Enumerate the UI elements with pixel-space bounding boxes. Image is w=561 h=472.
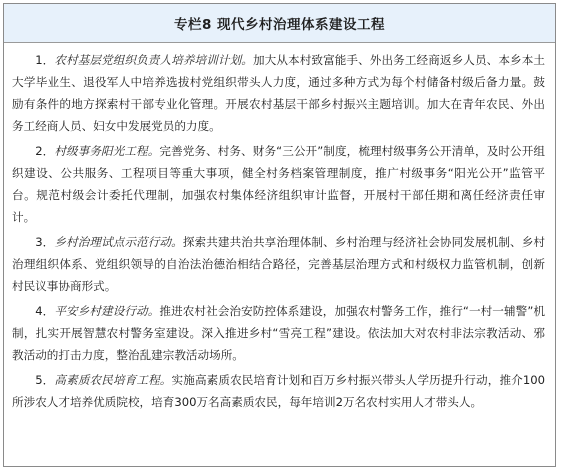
item-text: 探索共建共治共享治理体制、乡村治理与经济社会协同发展机制、乡村治理组织体系、党组织领导的自治法治德治相结合路径，完善基层治理方式和村级权力监管机制，创新村民议事协商形式。 bbox=[12, 235, 545, 293]
item-number: 1． bbox=[35, 53, 55, 67]
item-number: 2． bbox=[35, 144, 55, 158]
item-lead: 平安乡村建设行动。 bbox=[54, 304, 160, 318]
box-header bbox=[4, 4, 555, 43]
item-lead: 乡村治理试点示范行动。 bbox=[54, 235, 183, 249]
item-number: 3． bbox=[35, 235, 55, 249]
item-number: 4． bbox=[35, 304, 55, 318]
item-paragraph bbox=[12, 300, 545, 366]
item-text: 加大从本村致富能手、外出务工经商返乡人员、本乡本土大学毕业生、退役军人中培养选拔村党组织带头人力度，通过多种方式为每个村储备村级后备力量。鼓励有条件的地方探索村干部专业化管理。开展农村基层干部乡村振兴主题培训。加大在青年农民、外出务工经商人员、妇女中发展党员的力度。 bbox=[12, 53, 545, 133]
item-paragraph bbox=[12, 231, 545, 297]
item-text: 实施高素质农民培育计划和百万乡村振兴带头人学历提升行动，推介100所涉农人才培养优质院校，培育300万名高素质农民，每年培训2万名农村实用人才带头人。 bbox=[12, 373, 545, 409]
item-paragraph bbox=[12, 369, 545, 413]
item-lead: 农村基层党组织负责人培养培训计划。 bbox=[54, 53, 253, 67]
box-title: 专栏8 现代乡村治理体系建设工程 bbox=[173, 17, 386, 33]
item-lead: 村级事务阳光工程。 bbox=[54, 144, 160, 158]
box-content bbox=[4, 43, 555, 413]
item-lead: 高素质农民培育工程。 bbox=[54, 373, 172, 387]
item-paragraph bbox=[12, 49, 545, 137]
item-text: 推进农村社会治安防控体系建设，加强农村警务工作，推行“一村一辅警”机制，扎实开展智慧农村警务室建设。深入推进乡村“雪亮工程”建设。依法加大对农村非法宗教活动、邪教活动的打击力度，整治乱建宗教活动场所。 bbox=[12, 304, 545, 362]
item-paragraph bbox=[12, 140, 545, 228]
column-box bbox=[3, 3, 556, 467]
item-text: 完善党务、村务、财务“三公开”制度，梳理村级事务公开清单，及时公开组织建设、公共服务、工程项目等重大事项，健全村务档案管理制度，推广村级事务“阳光公开”监管平台。规范村级会计委托代理制，加强农村集体经济组织审计监督，开展村干部任期和离任经济责任审计。 bbox=[12, 144, 545, 224]
item-number: 5． bbox=[35, 373, 55, 387]
